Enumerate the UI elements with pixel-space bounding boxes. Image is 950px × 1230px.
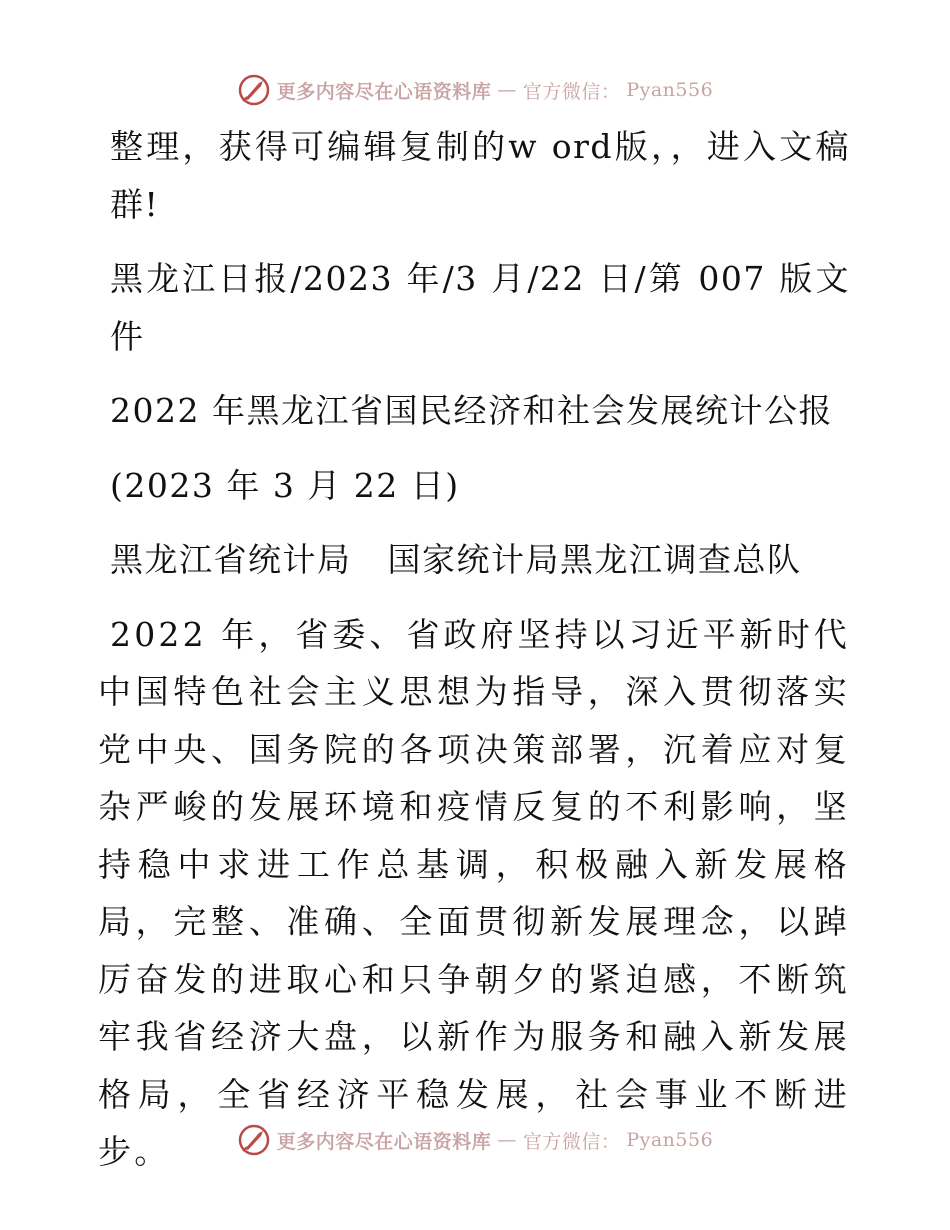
document-title: 2022 年黑龙江省国民经济和社会发展统计公报 xyxy=(110,391,833,430)
document-date: (2023 年 3 月 22 日) xyxy=(110,465,460,505)
banner-official: 官方微信： xyxy=(522,1130,621,1153)
quill-logo-icon xyxy=(237,1123,271,1157)
banner-text: 更多内容尽在心语资料库 xyxy=(276,1130,492,1153)
banner-official: 官方微信： xyxy=(522,80,621,103)
banner-dash: — xyxy=(497,79,517,101)
body-paragraph: 2022 年，省委、省政府坚持以习近平新时代中国特色社会主义思想为指导，深入贯彻落实党中央、国务院的各项决策部署，沉着应对复杂严峻的发展环境和疫情反复的不利影响，坚持稳中求进工作总基调，积极融入新发展格局，完整、准确、全面贯彻新发展理念，以踔厉奋发的进取心和只争朝夕的紧迫感，不断筑牢我省经济大盘，以新作为服务和融入新发展格局，全省经济平稳发展，社会事业不断进步。 xyxy=(98,614,850,1171)
issuer-line: 黑龙江省统计局 国家统计局黑龙江调查总队 xyxy=(110,540,802,579)
quill-logo-icon xyxy=(237,73,271,107)
header-banner xyxy=(0,70,950,110)
footer-banner xyxy=(0,1120,950,1160)
source-line: 黑龙江日报/2023 年/3 月/22 日/第 007 版文件 xyxy=(110,259,850,356)
document-content xyxy=(98,118,850,1198)
intro-paragraph: 整理，获得可编辑复制的w ord版，，进入文稿群! xyxy=(110,127,850,224)
banner-wechat-id: Pyan556 xyxy=(626,1129,714,1151)
banner-dash: — xyxy=(497,1129,517,1151)
banner-wechat-id: Pyan556 xyxy=(626,79,714,101)
banner-text: 更多内容尽在心语资料库 xyxy=(276,80,492,103)
